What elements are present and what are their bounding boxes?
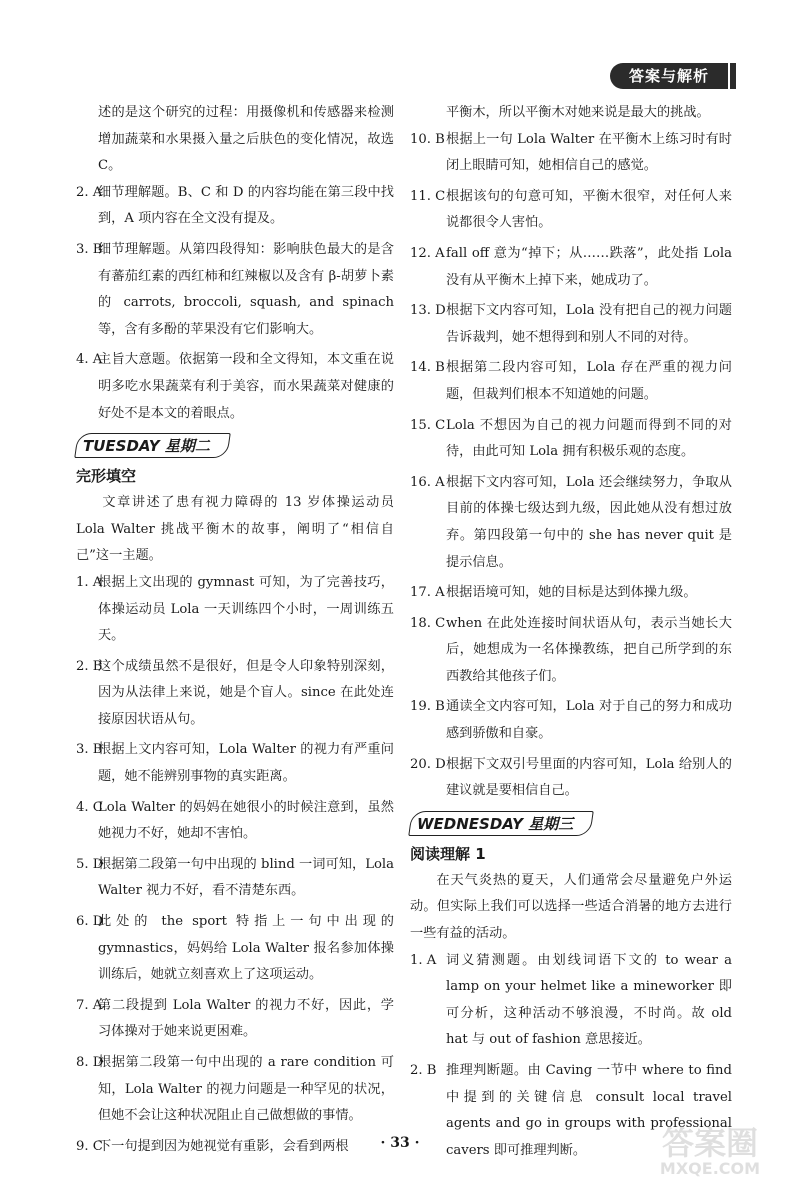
answer-explanation: 根据上一句 Lola Walter 在平衡木上练习时有时闭上眼睛可知，她相信自己的感觉。 [446,131,732,174]
answer-item [410,355,732,408]
answer-item [410,611,732,691]
answer-number: 10. B [410,131,445,147]
answer-item [76,737,394,790]
section-title-reading: 阅读理解 1 [410,844,486,863]
day-badge-tuesday: TUESDAY 星期二 [74,433,230,458]
day-badge-wednesday: WEDNESDAY 星期三 [408,811,594,836]
answer-number: 8. D [76,1055,104,1070]
answer-explanation: 根据第二段第一句中出现的 a rare condition 可知，Lola Walter 的视力问题是一种罕见的状况，但她不会让这种状况阻止自己做想做的事情。 [98,1055,394,1124]
answer-explanation: 根据下文双引号里面的内容可知，Lola 给别人的建议就是要相信自己。 [446,756,732,799]
right-continuation: 平衡木，所以平衡木对她来说是最大的挑战。 [446,105,710,120]
header-accent-bar [730,63,736,89]
answer-item [410,948,732,1054]
answer-explanation: 细节理解题。B、C 和 D 的内容均能在第三段中找到，A 项内容在全文没有提及。 [98,184,394,227]
answer-number: 2. B [76,658,103,674]
site-watermark [640,1118,780,1178]
answer-number: 1. A [410,952,437,968]
watermark-site: MXQE.COM [659,1159,761,1178]
answer-number: 12. A [410,245,445,261]
answer-item [410,413,732,466]
right-answer-list-1 [410,127,732,805]
answer-number: 9. C [76,1138,103,1154]
answer-number: 3. B [76,742,103,758]
cloze-summary: 文章讲述了患有视力障碍的 13 岁体操运动员 Lola Walter 挑战平衡木的故事，阐明了“相信自己”这一主题。 [76,495,394,564]
left-intro-paragraph: 述的是这个研究的过程：用摄像机和传感器来检测增加蔬菜和水果摄入量之后肤色的变化情况，故选 C。 [98,105,394,174]
answer-explanation: 这个成绩虽然不是很好，但是令人印象特别深刻，因为从法律上来说，她是个盲人。since 在此处连接原因状语从句。 [98,658,394,727]
answer-explanation: 细节理解题。从第四段得知：影响肤色最大的是含有蕃茄红素的西红柿和红辣椒以及含有 β-胡萝卜素的 carrots, broccoli, squash, and spinach 等，含有多酚的苹果没有它们影响大。 [98,241,394,337]
answer-explanation: 根据上文出现的 gymnast 可知，为了完善技巧，体操运动员 Lola 一天训练四个小时，一周训练五天。 [98,574,394,644]
answer-number: 6. D [76,914,104,930]
answer-item [76,654,394,734]
answer-item [410,694,732,747]
answer-item [410,127,732,180]
answer-explanation: Lola Walter 的妈妈在她很小的时候注意到，虽然她视力不好，她却不害怕。 [98,799,394,842]
answer-explanation: fall off 意为“掉下；从……跌落”，此处指 Lola 没有从平衡木上掉下来，她成功了。 [446,245,732,288]
answer-item [410,580,732,607]
right-column [410,100,732,1168]
answer-explanation: 根据该句的句意可知，平衡木很窄，对任何人来说都很令人害怕。 [446,188,732,231]
answer-number: 11. C [410,188,446,204]
answer-item [76,347,394,427]
answer-explanation: 根据上文内容可知，Lola Walter 的视力有严重问题，她不能辨别事物的真实距离。 [98,742,394,785]
answer-item [410,298,732,351]
watermark-logo: 答案圈 [661,1124,758,1162]
left-answer-list-1 [76,180,394,427]
left-column [76,100,394,1164]
answer-number: 19. B [410,699,445,715]
answer-explanation: Lola 不想因为自己的视力问题而得到不同的对待，由此可知 Lola 拥有积极乐观的态度。 [446,417,732,460]
answer-item [76,993,394,1046]
answer-number: 13. D [410,303,446,319]
answer-item [410,470,732,576]
section-header-tab: 答案与解析 [610,63,728,89]
answer-number: 4. A [76,352,103,368]
answer-explanation: 第二段提到 Lola Walter 的视力不好，因此，学习体操对于她来说更困难。 [98,997,394,1040]
answer-explanation: 根据下文内容可知，Lola 没有把自己的视力问题告诉裁判，她不想得到和别人不同的对待。 [446,303,732,345]
answer-number: 3. B [76,241,103,257]
answer-explanation: 词义猜测题。由划线词语下文的 to wear a lamp on your helmet like a mineworker 即可分析，这种活动不够浪漫，不时尚。故 old hat 与 out of fashion 意思接近。 [446,952,732,1048]
answer-explanation: when 在此处连接时间状语从句，表示当她长大后，她想成为一名体操教练，把自己所学到的东西教给其他孩子们。 [446,615,732,684]
answer-explanation: 下一句提到因为她视觉有重影，会看到两根 [98,1138,349,1154]
answer-number: 2. B [410,1063,437,1078]
answer-explanation: 通读全文内容可知，Lola 对于自己的努力和成功感到骄傲和自豪。 [446,699,732,742]
reading-summary: 在天气炎热的夏天，人们通常会尽量避免户外运动。但实际上我们可以选择一些适合消暑的地方去进行一些有益的活动。 [410,872,732,942]
answer-item [76,909,394,989]
answer-explanation: 根据第二段第一句中出现的 blind 一词可知，Lola Walter 视力不好，看不清楚东西。 [98,856,394,899]
answer-explanation: 主旨大意题。依据第一段和全文得知，本文重在说明多吃水果蔬菜有利于美容，而水果蔬菜对健康的好处不是本文的着眼点。 [98,352,394,421]
answer-explanation: 此处的 the sport 特指上一句中出现的 gymnastics，妈妈给 Lola Walter 报名参加体操训练后，她就立刻喜欢上了这项运动。 [98,914,394,983]
answer-number: 16. A [410,474,445,490]
answer-number: 17. A [410,585,445,601]
answer-number: 1. A [76,574,103,590]
answer-explanation: 根据语境可知，她的目标是达到体操九级。 [446,585,697,601]
answer-item [76,1050,394,1130]
answer-number: 20. D [410,756,446,772]
answer-explanation: 推理判断题。由 Caving 一节中 where to find 中提到的关键信息 consult local travel agents and go in groups with professional cavers 即可推理判断。 [446,1063,732,1158]
answer-number: 2. A [76,184,103,200]
answer-number: 7. A [76,997,103,1013]
answer-number: 18. C [410,615,446,631]
answer-explanation: 根据第二段内容可知，Lola 存在严重的视力问题，但裁判们根本不知道她的问题。 [446,360,732,402]
answer-item [76,570,394,650]
answer-item [410,241,732,294]
left-answer-list-2 [76,570,394,1160]
answer-explanation: 根据下文内容可知，Lola 还会继续努力，争取从目前的体操七级达到九级，因此她从没有想过放弃。第四段第一句中的 she has never quit 是提示信息。 [446,474,732,570]
answer-item [410,184,732,237]
answer-item [76,180,394,233]
answer-item [76,852,394,905]
answer-number: 5. D [76,856,104,872]
answer-number: 15. C [410,417,446,433]
answer-item [76,795,394,848]
answer-number: 14. B [410,360,445,376]
answer-item [76,237,394,343]
answer-number: 4. C [76,799,103,815]
page-number: · 33 · [380,1135,420,1151]
answer-item [410,752,732,805]
section-title-cloze: 完形填空 [76,467,137,486]
